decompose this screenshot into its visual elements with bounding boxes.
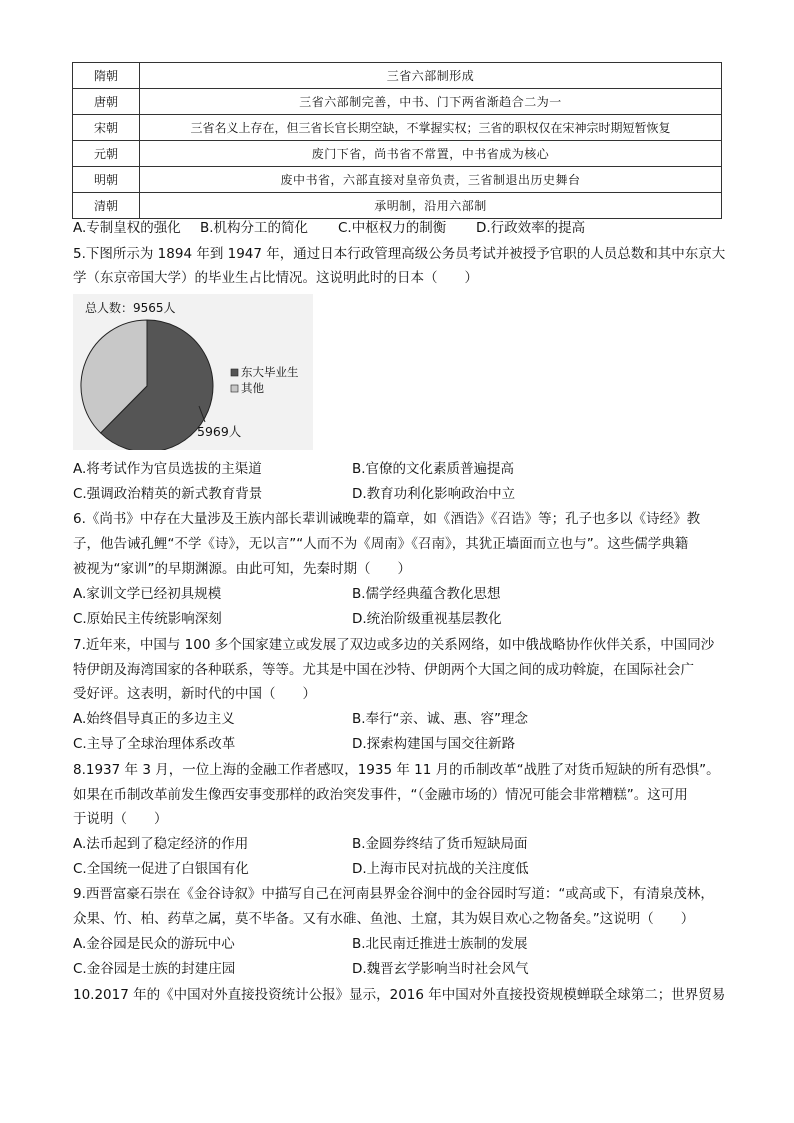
- dynasty-table: [72, 62, 722, 219]
- q8-option-a: A.法币起到了稳定经济的作用: [73, 836, 249, 852]
- q8-option-b: B.金圆券终结了货币短缺局面: [352, 836, 528, 852]
- q4-option-a: A.专制皇权的强化: [73, 220, 181, 236]
- legend-label: 东大毕业生: [241, 365, 299, 379]
- table-row: [73, 63, 722, 89]
- q5-option-a: A.将考试作为官员选拔的主渠道: [73, 461, 262, 477]
- table-row: [73, 115, 722, 141]
- q4-option-d: D.行政效率的提高: [476, 220, 586, 236]
- q7-stem-line: 受好评。这表明，新时代的中国（ ）: [73, 686, 316, 702]
- q9-stem-line: 众果、竹、柏、药草之属，莫不毕备。又有水碓、鱼池、土窟，其为娱目欢心之物备矣。”这说明（ ）: [73, 911, 695, 927]
- q9-option-b: B.北民南迁推进士族制的发展: [352, 936, 528, 952]
- q10-stem-line: 10.2017 年的《中国对外直接投资统计公报》显示，2016 年中国对外直接投资规模蝉联全球第二；世界贸易: [73, 987, 726, 1003]
- q6-option-b: B.儒学经典蕴含教化思想: [352, 586, 501, 602]
- q6-option-d: D.统治阶级重视基层教化: [352, 611, 502, 627]
- q8-stem-line: 8.1937 年 3 月，一位上海的金融工作者感叹，1935 年 11 月的币制改革“战胜了对货币短缺的所有恐惧”。: [73, 762, 720, 778]
- pie-data-label: 5969人: [197, 424, 242, 439]
- q6-stem-line: 子，他告诫孔鲤“不学《诗》，无以言”“人而不为《周南》《召南》，其犹正墙面而立也与”。这些儒学典籍: [73, 536, 689, 552]
- q7-option-d: D.探索构建国与国交往新路: [352, 736, 516, 752]
- pie-slices: [81, 320, 213, 450]
- q6-option-a: A.家训文学已经初具规模: [73, 586, 222, 602]
- q9-option-c: C.金谷园是士族的封建庄园: [73, 961, 236, 977]
- pie-chart: [73, 294, 313, 450]
- q8-option-d: D.上海市民对抗战的关注度低: [352, 861, 529, 877]
- q4-option-b: B.机构分工的简化: [200, 220, 309, 236]
- q7-option-b: B.奉行“亲、诚、惠、容”理念: [352, 711, 529, 727]
- table-row: [73, 141, 722, 167]
- q9-option-d: D.魏晋玄学影响当时社会风气: [352, 961, 529, 977]
- legend-swatch-dark: [231, 369, 238, 376]
- q8-option-c: C.全国统一促进了白银国有化: [73, 861, 249, 877]
- legend-label: 其他: [241, 381, 264, 395]
- q9-stem-line: 9.西晋富豪石崇在《金谷诗叙》中描写自己在河南县界金谷涧中的金谷园时写道：“或高或下，有清泉茂林，: [73, 886, 714, 902]
- q7-stem-line: 特伊朗及海湾国家的各种联系，等等。尤其是中国在沙特、伊朗两个大国之间的成功斡旋，在国际社会广: [73, 662, 694, 678]
- q7-stem-line: 7.近年来，中国与 100 多个国家建立或发展了双边或多边的关系网络，如中俄战略协作伙伴关系，中国同沙: [73, 637, 715, 653]
- q8-stem-line: 于说明（ ）: [73, 811, 168, 827]
- table-cell-content: 承明制，沿用六部制: [140, 193, 722, 219]
- q7-option-c: C.主导了全球治理体系改革: [73, 736, 236, 752]
- table-cell-dynasty: 明朝: [73, 167, 140, 193]
- table-cell-content: 三省六部制完善，中书、门下两省渐趋合二为一: [140, 89, 722, 115]
- table-cell-content: 三省名义上存在，但三省长官长期空缺，不掌握实权；三省的职权仅在宋神宗时期短暂恢复: [140, 115, 722, 141]
- table-row: [73, 167, 722, 193]
- q8-stem-line: 如果在币制改革前发生像西安事变那样的政治突发事件，“（金融市场的）情况可能会非常糟糕”。这可用: [73, 787, 688, 803]
- q5-option-b: B.官僚的文化素质普遍提高: [352, 461, 515, 477]
- q5-stem-line: 学（东京帝国大学）的毕业生占比情况。这说明此时的日本（ ）: [73, 270, 478, 286]
- table-cell-content: 废中书省，六部直接对皇帝负责，三省制退出历史舞台: [140, 167, 722, 193]
- table-cell-dynasty: 清朝: [73, 193, 140, 219]
- chart-title: 总人数：9565人: [85, 301, 176, 315]
- q5-option-c: C.强调政治精英的新式教育背景: [73, 486, 263, 502]
- q4-option-c: C.中枢权力的制衡: [338, 220, 447, 236]
- table-cell-content: 三省六部制形成: [140, 63, 722, 89]
- q6-stem-line: 6.《尚书》中存在大量涉及王族内部长辈训诫晚辈的篇章，如《酒诰》《召诰》等；孔子也多以《诗经》教: [73, 511, 701, 527]
- q5-option-d: D.教育功利化影响政治中立: [352, 486, 516, 502]
- q5-stem-line: 5.下图所示为 1894 年到 1947 年，通过日本行政管理高级公务员考试并被授予官职的人员总数和其中东京大: [73, 246, 726, 262]
- q7-option-a: A.始终倡导真正的多边主义: [73, 711, 235, 727]
- table-cell-dynasty: 宋朝: [73, 115, 140, 141]
- table-cell-dynasty: 唐朝: [73, 89, 140, 115]
- table-row: [73, 89, 722, 115]
- table-cell-content: 废门下省，尚书省不常置，中书省成为核心: [140, 141, 722, 167]
- table-row: [73, 193, 722, 219]
- table-cell-dynasty: 隋朝: [73, 63, 140, 89]
- q6-stem-line: 被视为“家训”的早期渊源。由此可知，先秦时期（ ）: [73, 561, 411, 577]
- legend-swatch-light: [231, 385, 238, 392]
- q6-option-c: C.原始民主传统影响深刻: [73, 611, 222, 627]
- q9-option-a: A.金谷园是民众的游玩中心: [73, 936, 235, 952]
- table-cell-dynasty: 元朝: [73, 141, 140, 167]
